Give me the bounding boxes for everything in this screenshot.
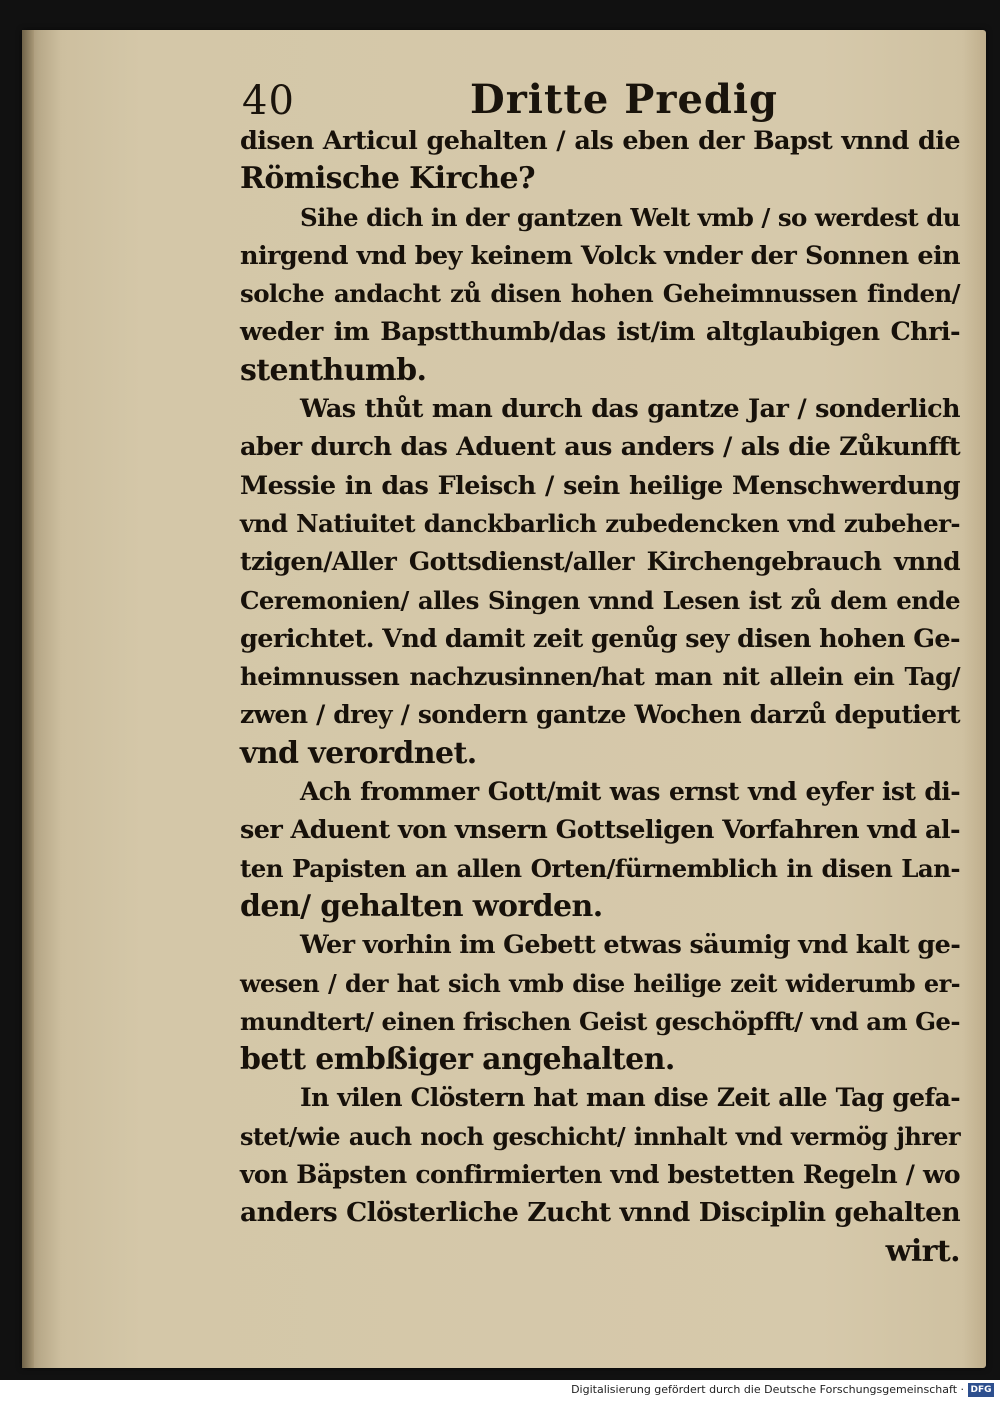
- body-text: [240, 122, 960, 1271]
- text-line: anders Clösterliche Zucht vnnd Disciplin gehalten: [240, 1197, 960, 1229]
- text-line: zwen / drey / sondern gantze Wochen darzů deputiert: [240, 700, 960, 730]
- page-header: [22, 70, 986, 130]
- running-title: Dritte Predig: [470, 76, 779, 123]
- text-line: Was thůt man durch das gantze Jar / sonderlich: [300, 394, 960, 425]
- text-line: den/ gehalten worden.: [240, 888, 603, 924]
- text-line: wesen / der hat sich vmb dise heilige zeit widerumb er-: [240, 968, 960, 998]
- text-line: ten Papisten an allen Orten/fürnemblich in disen Lan-: [240, 853, 960, 883]
- text-line: aber durch das Aduent aus anders / als die Zůkunfft: [240, 432, 960, 463]
- funding-credit: Digitalisierung gefördert durch die Deutsche Forschungsgemeinschaft ·: [571, 1383, 964, 1396]
- text-line: vnd Natiuitet danckbarlich zubedencken vnd zubeher-: [240, 508, 960, 538]
- text-line: von Bäpsten confirmierten vnd bestetten Regeln / wo: [240, 1160, 960, 1190]
- text-line: Ceremonien/ alles Singen vnnd Lesen ist zů dem ende: [240, 585, 960, 615]
- page-number: 40: [242, 78, 295, 124]
- footer-bar: [0, 1380, 1000, 1401]
- text-line: solche andacht zů disen hohen Geheimnussen finden/: [240, 279, 960, 309]
- text-line: heimnussen nachzusinnen/hat man nit allein ein Tag/: [240, 662, 960, 692]
- page-gutter-shadow: [22, 30, 34, 1368]
- text-line: vnd verordnet.: [240, 735, 477, 771]
- catchword: wirt.: [885, 1233, 960, 1269]
- text-line: ser Aduent von vnsern Gottseligen Vorfahren vnd al-: [240, 815, 960, 846]
- text-line: Wer vorhin im Gebett etwas säumig vnd kalt ge-: [300, 930, 961, 961]
- text-line: Römische Kirche?: [240, 161, 535, 197]
- text-line: disen Articul gehalten / als eben der Bapst vnnd die: [240, 126, 960, 156]
- text-line: gerichtet. Vnd damit zeit genůg sey disen hohen Ge-: [240, 623, 960, 654]
- text-line: weder im Bapstthumb/das ist/im altglaubigen Chri-: [240, 317, 960, 348]
- text-line: Sihe dich in der gantzen Welt vmb / so werdest du: [300, 202, 960, 232]
- text-line: bett embßiger angehalten.: [240, 1042, 675, 1078]
- text-line: Messie in das Fleisch / sein heilige Menschwerdung: [240, 470, 960, 501]
- dfg-logo: DFG: [968, 1383, 994, 1397]
- text-line: stenthumb.: [240, 352, 427, 388]
- text-line: nirgend vnd bey keinem Volck vnder der Sonnen ein: [240, 240, 960, 271]
- text-line: mundtert/ einen frischen Geist geschöpfft/ vnd am Ge-: [240, 1006, 960, 1036]
- text-line: stet/wie auch noch geschicht/ innhalt vnd vermög jhrer: [240, 1121, 960, 1151]
- text-line: tzigen/Aller Gottsdienst/aller Kirchengebrauch vnnd: [240, 547, 960, 577]
- book-page: [22, 30, 986, 1368]
- text-line: Ach frommer Gott/mit was ernst vnd eyfer ist di-: [300, 777, 960, 807]
- text-line: In vilen Clöstern hat man dise Zeit alle Tag gefa-: [300, 1083, 960, 1113]
